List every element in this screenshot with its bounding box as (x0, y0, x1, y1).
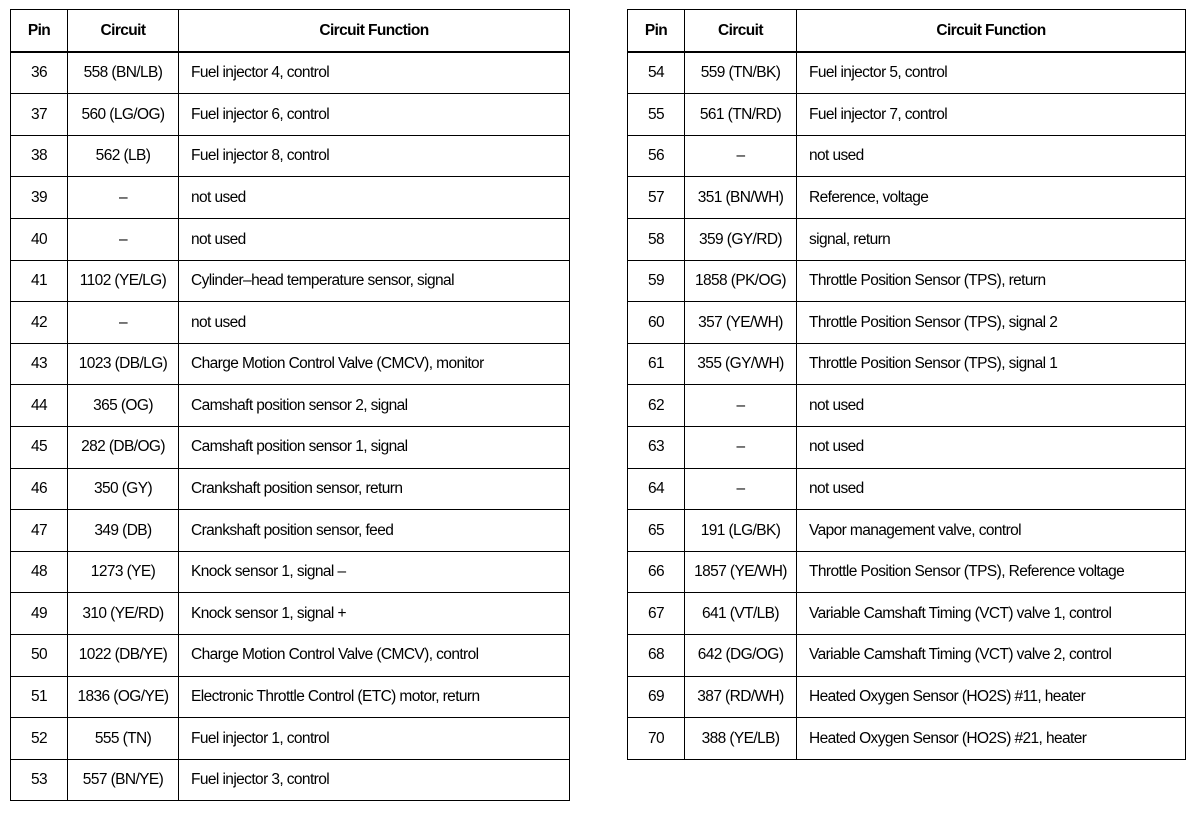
function-cell: Fuel injector 6, control (179, 94, 570, 136)
table-row (628, 676, 1186, 718)
pin-cell: 52 (11, 718, 68, 760)
pin-cell: 46 (11, 468, 68, 510)
header-row (11, 10, 570, 52)
function-cell: Vapor management valve, control (797, 510, 1186, 552)
function-cell: not used (179, 177, 570, 219)
pin-cell: 54 (628, 52, 685, 94)
pin-cell: 56 (628, 135, 685, 177)
circuit-cell: 357 (YE/WH) (685, 302, 797, 344)
circuit-cell: 555 (TN) (68, 718, 179, 760)
table-row (628, 718, 1186, 760)
function-cell: Cylinder–head temperature sensor, signal (179, 260, 570, 302)
circuit-cell: 641 (VT/LB) (685, 593, 797, 635)
pin-cell: 41 (11, 260, 68, 302)
pin-cell: 53 (11, 759, 68, 801)
pin-cell: 43 (11, 343, 68, 385)
circuit-cell: – (68, 302, 179, 344)
circuit-cell: 1102 (YE/LG) (68, 260, 179, 302)
table-row (11, 52, 570, 94)
circuit-cell: 365 (OG) (68, 385, 179, 427)
circuit-cell: 359 (GY/RD) (685, 218, 797, 260)
function-cell: Throttle Position Sensor (TPS), return (797, 260, 1186, 302)
circuit-cell: 350 (GY) (68, 468, 179, 510)
circuit-cell: 1858 (PK/OG) (685, 260, 797, 302)
table-row (628, 177, 1186, 219)
function-cell: Fuel injector 3, control (179, 759, 570, 801)
header-circuit-function: Circuit Function (797, 10, 1186, 52)
circuit-cell: – (685, 135, 797, 177)
circuit-cell: 558 (BN/LB) (68, 52, 179, 94)
function-cell: Fuel injector 4, control (179, 52, 570, 94)
pin-cell: 47 (11, 510, 68, 552)
pin-cell: 44 (11, 385, 68, 427)
header-pin: Pin (11, 10, 68, 52)
function-cell: Knock sensor 1, signal + (179, 593, 570, 635)
table-row (11, 260, 570, 302)
circuit-cell: 642 (DG/OG) (685, 634, 797, 676)
table-row (628, 218, 1186, 260)
pin-cell: 68 (628, 634, 685, 676)
table-row (11, 510, 570, 552)
header-pin: Pin (628, 10, 685, 52)
header-circuit: Circuit (68, 10, 179, 52)
table-row (11, 218, 570, 260)
function-cell: Fuel injector 1, control (179, 718, 570, 760)
pin-cell: 58 (628, 218, 685, 260)
function-cell: Fuel injector 7, control (797, 94, 1186, 136)
function-cell: Throttle Position Sensor (TPS), signal 2 (797, 302, 1186, 344)
circuit-cell: 310 (YE/RD) (68, 593, 179, 635)
circuit-cell: 559 (TN/BK) (685, 52, 797, 94)
pin-cell: 49 (11, 593, 68, 635)
table-row (11, 177, 570, 219)
circuit-cell: 1273 (YE) (68, 551, 179, 593)
header-circuit-function: Circuit Function (179, 10, 570, 52)
function-cell: Heated Oxygen Sensor (HO2S) #21, heater (797, 718, 1186, 760)
pin-cell: 69 (628, 676, 685, 718)
circuit-cell: 191 (LG/BK) (685, 510, 797, 552)
circuit-cell: 560 (LG/OG) (68, 94, 179, 136)
table-row (11, 385, 570, 427)
function-cell: Charge Motion Control Valve (CMCV), control (179, 634, 570, 676)
pin-cell: 38 (11, 135, 68, 177)
header-row (628, 10, 1186, 52)
table-row (11, 468, 570, 510)
function-cell: Fuel injector 5, control (797, 52, 1186, 94)
pin-cell: 63 (628, 426, 685, 468)
pin-cell: 50 (11, 634, 68, 676)
function-cell: not used (797, 135, 1186, 177)
circuit-cell: – (68, 177, 179, 219)
function-cell: not used (797, 385, 1186, 427)
circuit-cell: 1857 (YE/WH) (685, 551, 797, 593)
table-row (628, 94, 1186, 136)
circuit-cell: 388 (YE/LB) (685, 718, 797, 760)
pin-cell: 66 (628, 551, 685, 593)
circuit-cell: 1023 (DB/LG) (68, 343, 179, 385)
function-cell: Charge Motion Control Valve (CMCV), monitor (179, 343, 570, 385)
function-cell: Reference, voltage (797, 177, 1186, 219)
table-row (11, 676, 570, 718)
function-cell: Knock sensor 1, signal – (179, 551, 570, 593)
function-cell: not used (797, 468, 1186, 510)
table-row (11, 426, 570, 468)
circuit-cell: – (685, 468, 797, 510)
function-cell: Electronic Throttle Control (ETC) motor, return (179, 676, 570, 718)
pin-cell: 45 (11, 426, 68, 468)
table-row (11, 593, 570, 635)
function-cell: Fuel injector 8, control (179, 135, 570, 177)
pin-cell: 60 (628, 302, 685, 344)
function-cell: Camshaft position sensor 2, signal (179, 385, 570, 427)
table-row (628, 52, 1186, 94)
circuit-cell: 561 (TN/RD) (685, 94, 797, 136)
pin-cell: 57 (628, 177, 685, 219)
table-row (11, 302, 570, 344)
pin-table-left (10, 9, 570, 801)
table-row (628, 426, 1186, 468)
pin-cell: 64 (628, 468, 685, 510)
table-row (11, 94, 570, 136)
table-row (628, 468, 1186, 510)
pin-cell: 37 (11, 94, 68, 136)
table-row (628, 260, 1186, 302)
table-body (11, 52, 570, 801)
table-row (628, 385, 1186, 427)
header-circuit: Circuit (685, 10, 797, 52)
circuit-cell: 387 (RD/WH) (685, 676, 797, 718)
function-cell: Variable Camshaft Timing (VCT) valve 2, control (797, 634, 1186, 676)
function-cell: Crankshaft position sensor, feed (179, 510, 570, 552)
pin-cell: 70 (628, 718, 685, 760)
table-row (628, 302, 1186, 344)
pin-cell: 62 (628, 385, 685, 427)
function-cell: Heated Oxygen Sensor (HO2S) #11, heater (797, 676, 1186, 718)
pin-cell: 55 (628, 94, 685, 136)
pin-cell: 59 (628, 260, 685, 302)
circuit-cell: 351 (BN/WH) (685, 177, 797, 219)
table-body (628, 52, 1186, 760)
pin-cell: 48 (11, 551, 68, 593)
function-cell: Throttle Position Sensor (TPS), signal 1 (797, 343, 1186, 385)
table-row (11, 135, 570, 177)
pin-cell: 42 (11, 302, 68, 344)
pin-cell: 36 (11, 52, 68, 94)
table-row (628, 551, 1186, 593)
table-row (628, 510, 1186, 552)
circuit-cell: 557 (BN/YE) (68, 759, 179, 801)
function-cell: not used (797, 426, 1186, 468)
pin-cell: 40 (11, 218, 68, 260)
function-cell: Variable Camshaft Timing (VCT) valve 1, control (797, 593, 1186, 635)
function-cell: not used (179, 218, 570, 260)
circuit-cell: 282 (DB/OG) (68, 426, 179, 468)
pin-cell: 65 (628, 510, 685, 552)
table-row (628, 135, 1186, 177)
circuit-cell: 562 (LB) (68, 135, 179, 177)
table-row (11, 634, 570, 676)
circuit-cell: 1022 (DB/YE) (68, 634, 179, 676)
function-cell: signal, return (797, 218, 1186, 260)
circuit-cell: – (68, 218, 179, 260)
pin-cell: 51 (11, 676, 68, 718)
table-row (628, 593, 1186, 635)
table-row (11, 759, 570, 801)
circuit-cell: 1836 (OG/YE) (68, 676, 179, 718)
function-cell: Throttle Position Sensor (TPS), Reference voltage (797, 551, 1186, 593)
function-cell: Camshaft position sensor 1, signal (179, 426, 570, 468)
circuit-cell: 349 (DB) (68, 510, 179, 552)
circuit-cell: – (685, 385, 797, 427)
table-row (628, 343, 1186, 385)
table-row (628, 634, 1186, 676)
pin-cell: 39 (11, 177, 68, 219)
function-cell: Crankshaft position sensor, return (179, 468, 570, 510)
table-row (11, 343, 570, 385)
table-row (11, 551, 570, 593)
circuit-cell: 355 (GY/WH) (685, 343, 797, 385)
pin-cell: 67 (628, 593, 685, 635)
pin-cell: 61 (628, 343, 685, 385)
circuit-cell: – (685, 426, 797, 468)
pin-table-right (627, 9, 1186, 760)
function-cell: not used (179, 302, 570, 344)
table-row (11, 718, 570, 760)
